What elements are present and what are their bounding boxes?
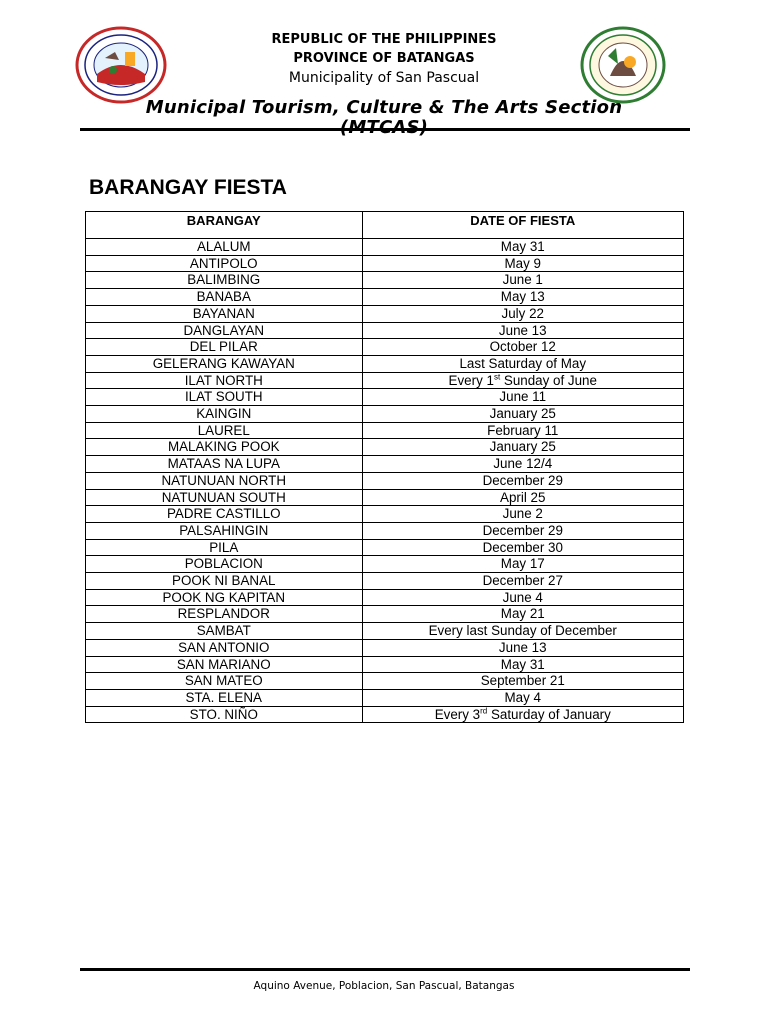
header-municipality: Municipality of San Pascual: [288, 70, 480, 86]
header-divider: [80, 128, 690, 131]
barangay-cell: RESPLANDOR: [86, 606, 363, 623]
fiesta-date-cell: May 31: [362, 239, 683, 256]
barangay-cell: SAMBAT: [86, 623, 363, 640]
table-row: [86, 255, 684, 272]
barangay-cell: LAUREL: [86, 422, 363, 439]
fiesta-date-cell: July 22: [362, 305, 683, 322]
barangay-cell: SAN ANTONIO: [86, 639, 363, 656]
fiesta-date-cell: June 13: [362, 322, 683, 339]
ordinal-suffix: rd: [480, 706, 488, 716]
table-header-row: [86, 212, 684, 239]
fiesta-date-cell: June 11: [362, 389, 683, 406]
table-row: [86, 355, 684, 372]
table-row: [86, 606, 684, 623]
fiesta-date-cell: May 13: [362, 289, 683, 306]
table-row: [86, 706, 684, 723]
barangay-cell: PADRE CASTILLO: [86, 506, 363, 523]
fiesta-date-cell: Last Saturday of May: [362, 355, 683, 372]
table-row: [86, 272, 684, 289]
barangay-cell: NATUNUAN NORTH: [86, 472, 363, 489]
fiesta-date-cell: December 27: [362, 573, 683, 590]
fiesta-date-cell: May 17: [362, 556, 683, 573]
barangay-cell: GELERANG KAWAYAN: [86, 355, 363, 372]
fiesta-date-cell: December 29: [362, 522, 683, 539]
barangay-cell: ALALUM: [86, 239, 363, 256]
table-body: [86, 239, 684, 723]
ordinal-suffix: st: [493, 372, 501, 382]
fiesta-date-cell: [362, 706, 683, 723]
fiesta-date-cell: May 9: [362, 255, 683, 272]
page-title: BARANGAY FIESTA: [89, 176, 287, 199]
fiesta-table: [85, 211, 684, 723]
table-row: [86, 573, 684, 590]
barangay-cell: BAYANAN: [86, 305, 363, 322]
barangay-cell: MATAAS NA LUPA: [86, 456, 363, 473]
barangay-cell: DANGLAYAN: [86, 322, 363, 339]
table-row: [86, 239, 684, 256]
table-row: [86, 372, 684, 389]
header-republic: REPUBLIC OF THE PHILIPPINES: [271, 32, 497, 47]
footer-divider: [80, 968, 690, 971]
section-title: Municipal Tourism, Culture & The Arts Section: [145, 97, 623, 118]
footer-address: Aquino Avenue, Poblacion, San Pascual, Batangas: [253, 980, 515, 992]
fiesta-date-cell: January 25: [362, 406, 683, 423]
table-row: [86, 556, 684, 573]
table-row: [86, 639, 684, 656]
table-row: [86, 656, 684, 673]
fiesta-date-cell: October 12: [362, 339, 683, 356]
table-row: [86, 589, 684, 606]
fiesta-date-cell: Every last Sunday of December: [362, 623, 683, 640]
column-header-barangay: BARANGAY: [86, 212, 363, 239]
barangay-cell: POBLACION: [86, 556, 363, 573]
fiesta-date-cell: [362, 372, 683, 389]
table-row: [86, 322, 684, 339]
table-row: [86, 339, 684, 356]
table-row: [86, 489, 684, 506]
barangay-cell: STO. NIÑO: [86, 706, 363, 723]
table-row: [86, 623, 684, 640]
fiesta-date-cell: December 29: [362, 472, 683, 489]
fiesta-date-cell: June 12/4: [362, 456, 683, 473]
barangay-cell: NATUNUAN SOUTH: [86, 489, 363, 506]
date-text: Saturday of January: [487, 706, 611, 722]
table-row: [86, 673, 684, 690]
barangay-cell: PALSAHINGIN: [86, 522, 363, 539]
fiesta-date-cell: May 4: [362, 689, 683, 706]
table-row: [86, 456, 684, 473]
date-text: Sunday of June: [500, 372, 597, 388]
table-row: [86, 439, 684, 456]
barangay-cell: ILAT NORTH: [86, 372, 363, 389]
fiesta-date-cell: September 21: [362, 673, 683, 690]
barangay-cell: POOK NI BANAL: [86, 573, 363, 590]
fiesta-date-cell: January 25: [362, 439, 683, 456]
fiesta-date-cell: April 25: [362, 489, 683, 506]
table-row: [86, 289, 684, 306]
column-header-date: DATE OF FIESTA: [362, 212, 683, 239]
table-row: [86, 522, 684, 539]
table-row: [86, 506, 684, 523]
barangay-cell: DEL PILAR: [86, 339, 363, 356]
table-row: [86, 472, 684, 489]
barangay-cell: BALIMBING: [86, 272, 363, 289]
barangay-cell: BANABA: [86, 289, 363, 306]
barangay-cell: SAN MATEO: [86, 673, 363, 690]
table-row: [86, 305, 684, 322]
barangay-cell: SAN MARIANO: [86, 656, 363, 673]
fiesta-date-cell: June 13: [362, 639, 683, 656]
fiesta-date-cell: May 21: [362, 606, 683, 623]
fiesta-date-cell: December 30: [362, 539, 683, 556]
barangay-cell: STA. ELENA: [86, 689, 363, 706]
table-row: [86, 389, 684, 406]
barangay-cell: PILA: [86, 539, 363, 556]
barangay-cell: ILAT SOUTH: [86, 389, 363, 406]
fiesta-date-cell: June 2: [362, 506, 683, 523]
barangay-cell: KAINGIN: [86, 406, 363, 423]
fiesta-date-cell: June 4: [362, 589, 683, 606]
fiesta-date-cell: May 31: [362, 656, 683, 673]
barangay-cell: POOK NG KAPITAN: [86, 589, 363, 606]
date-text: Every 3: [434, 706, 481, 722]
header-province: PROVINCE OF BATANGAS: [293, 51, 475, 66]
table-row: [86, 689, 684, 706]
table-row: [86, 422, 684, 439]
fiesta-date-cell: February 11: [362, 422, 683, 439]
table-row: [86, 406, 684, 423]
barangay-cell: ANTIPOLO: [86, 255, 363, 272]
table-row: [86, 539, 684, 556]
fiesta-date-cell: June 1: [362, 272, 683, 289]
barangay-cell: MALAKING POOK: [86, 439, 363, 456]
date-text: Every 1: [448, 372, 494, 388]
